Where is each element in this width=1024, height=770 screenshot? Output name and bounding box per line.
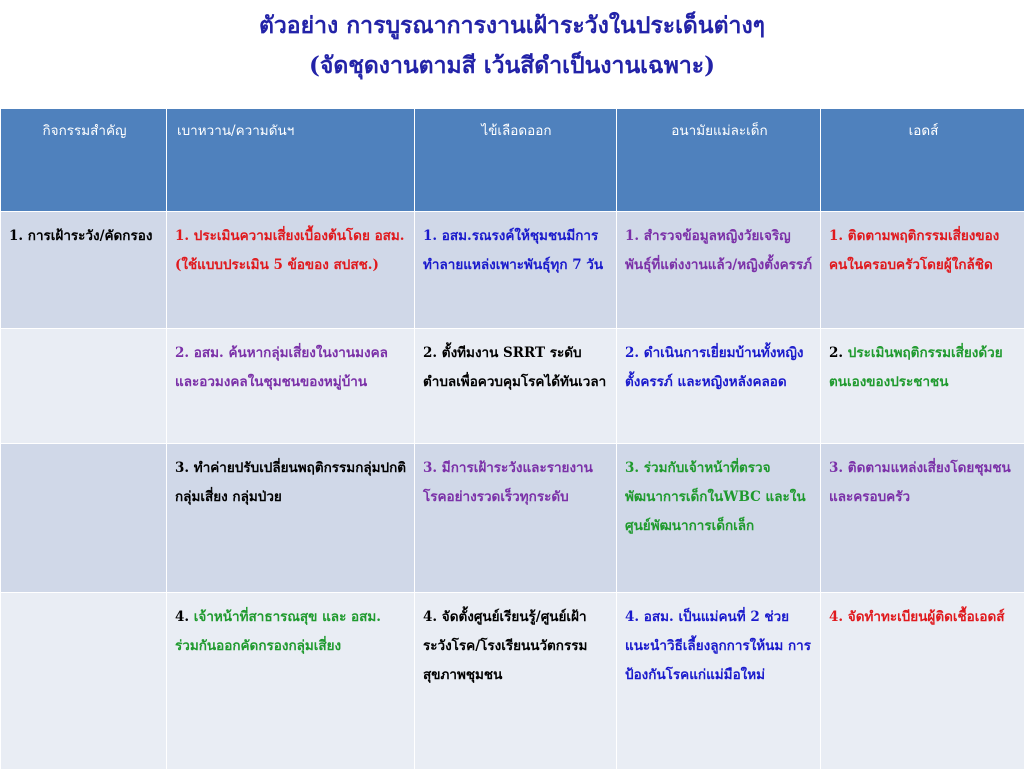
header-diabetes-hypertension: เบาหวาน/ความดันฯ <box>167 109 415 212</box>
cell-text: ทำค่ายปรับเปลี่ยนพฤติกรรมกลุ่มปกติ กลุ่มเสี่ยง กลุ่มป่วย <box>175 460 406 505</box>
integration-table <box>0 108 1024 770</box>
cell-number: 4. <box>829 609 848 625</box>
cell-text: ติดตามพฤติกรรมเสี่ยงของคนในครอบครัวโดยผู้ใกล้ชิด <box>829 228 999 273</box>
cell-number: 1. <box>625 228 644 244</box>
cell-text: ติดตามแหล่งเสี่ยงโดยชุมชนและครอบครัว <box>829 460 1011 505</box>
cell-number: 2. <box>423 345 442 361</box>
cell-number: 2. <box>625 345 644 361</box>
table-cell <box>167 444 415 593</box>
title-line-1: ตัวอย่าง การบูรณาการงานเฝ้าระวังในประเด็นต่างๆ <box>0 6 1024 46</box>
cell-text: สำรวจข้อมูลหญิงวัยเจริญพันธุ์ที่แต่งงานแล้ว/หญิงตั้งครรภ์ <box>625 228 812 273</box>
header-row <box>1 109 1024 212</box>
table-cell <box>167 329 415 444</box>
cell-text: มีการเฝ้าระวังและรายงานโรคอย่างรวดเร็วทุกระดับ <box>423 460 593 505</box>
cell-number: 2. <box>829 345 848 361</box>
activity-cell <box>1 593 167 770</box>
table-row <box>1 329 1024 444</box>
cell-text: ประเมินความเสี่ยงเบื้องต้นโดย อสม. (ใช้แบบประเมิน 5 ข้อของ สปสช.) <box>175 228 405 273</box>
slide-title <box>0 6 1024 86</box>
cell-number: 3. <box>625 460 644 476</box>
cell-text: อสม.รณรงค์ให้ชุมชนมีการทำลายแหล่งเพาะพันธุ์ทุก 7 วัน <box>423 228 603 273</box>
table-cell <box>617 444 821 593</box>
cell-number: 3. <box>175 460 194 476</box>
table-cell <box>617 212 821 329</box>
header-maternal-child: อนามัยแม่ละเด็ก <box>617 109 821 212</box>
cell-number: 4. <box>175 609 194 625</box>
table-cell <box>821 212 1024 329</box>
cell-text: จัดทำทะเบียนผู้ติดเชื้อเอดส์ <box>848 609 1005 625</box>
header-activity: กิจกรรมสำคัญ <box>1 109 167 212</box>
table-cell <box>415 444 617 593</box>
cell-text: ตั้งทีมงาน SRRT ระดับตำบลเพื่อควบคุมโรคได้ทันเวลา <box>423 345 606 390</box>
cell-text: ดำเนินการเยี่ยมบ้านทั้งหญิงตั้งครรภ์ และหญิงหลังคลอด <box>625 345 803 390</box>
header-dengue: ไข้เลือดออก <box>415 109 617 212</box>
table-row <box>1 212 1024 329</box>
activity-label: 1. การเฝ้าระวัง/คัดกรอง <box>9 228 152 244</box>
title-line-2: (จัดชุดงานตามสี เว้นสีดำเป็นงานเฉพาะ) <box>0 46 1024 86</box>
table-cell <box>821 329 1024 444</box>
activity-cell <box>1 444 167 593</box>
table-cell <box>167 593 415 770</box>
header-aids: เอดส์ <box>821 109 1024 212</box>
cell-text: จัดตั้งศูนย์เรียนรู้/ศูนย์เฝ้าระวังโรค/โรงเรียนนวัตกรรมสุขภาพชุมชน <box>423 609 587 683</box>
cell-text: ร่วมกับเจ้าหน้าที่ตรวจพัฒนาการเด็กในWBC และในศูนย์พัฒนาการเด็กเล็ก <box>625 460 806 534</box>
cell-number: 1. <box>175 228 194 244</box>
table-row <box>1 593 1024 770</box>
table-row <box>1 444 1024 593</box>
activity-cell <box>1 212 167 329</box>
table-cell <box>617 329 821 444</box>
cell-number: 1. <box>423 228 442 244</box>
cell-number: 4. <box>423 609 442 625</box>
cell-text: เจ้าหน้าที่สาธารณสุข และ อสม. ร่วมกันออกคัดกรองกลุ่มเสี่ยง <box>175 609 381 654</box>
cell-number: 3. <box>423 460 442 476</box>
table-cell <box>617 593 821 770</box>
table-cell <box>415 329 617 444</box>
cell-number: 3. <box>829 460 848 476</box>
table-cell <box>415 593 617 770</box>
cell-number: 4. <box>625 609 644 625</box>
cell-text: ประเมินพฤติกรรมเสี่ยงด้วยตนเองของประชาชน <box>829 345 1003 390</box>
table-cell <box>167 212 415 329</box>
cell-text: อสม. เป็นแม่คนที่ 2 ช่วยแนะนำวิธีเลี้ยงลูกการให้นม การป้องกันโรคแก่แม่มือใหม่ <box>625 609 811 683</box>
table-cell <box>415 212 617 329</box>
table-cell <box>821 444 1024 593</box>
cell-text: อสม. ค้นหากลุ่มเสี่ยงในงานมงคล และอวมงคลในชุมชนของหมู่บ้าน <box>175 345 388 390</box>
cell-number: 1. <box>829 228 848 244</box>
table-cell <box>821 593 1024 770</box>
activity-cell <box>1 329 167 444</box>
cell-number: 2. <box>175 345 194 361</box>
